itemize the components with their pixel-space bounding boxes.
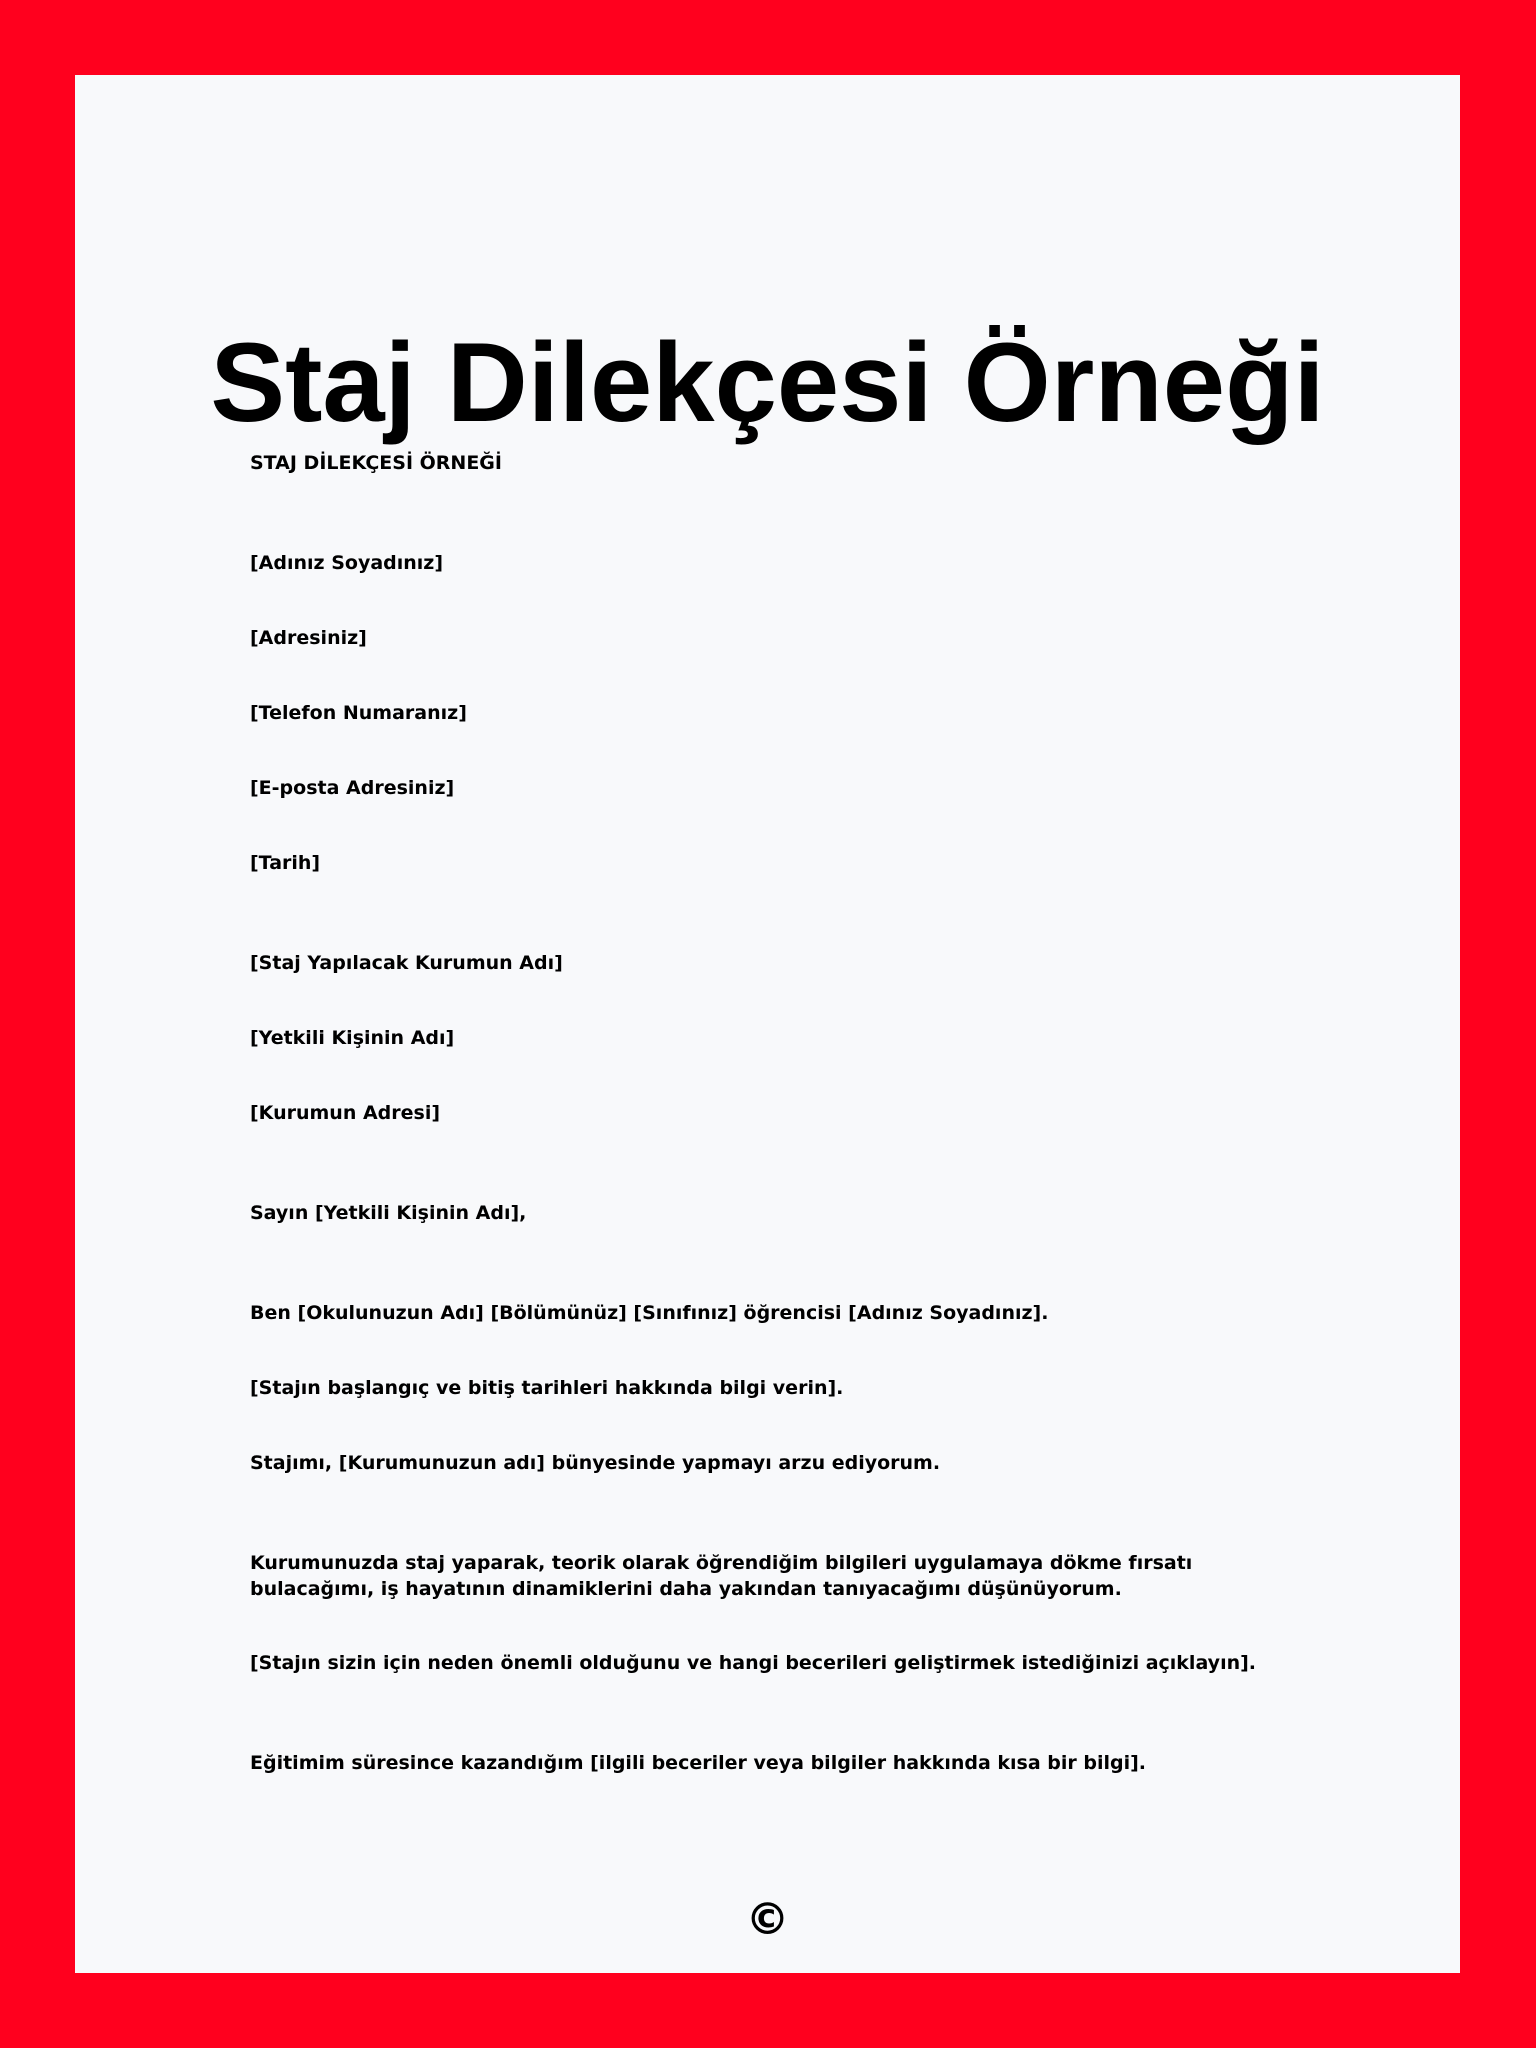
sender-address: [Adresiniz]	[250, 627, 367, 649]
recipient-institution: [Staj Yapılacak Kurumun Adı]	[250, 952, 563, 974]
paragraph: Kurumunuzda staj yaparak, teorik olarak öğrendiğim bilgileri uygulamaya dökme fırsatı bulacağımı, iş hayatının dinamiklerini daha yakından tanıyacağımı düşünüyorum.	[250, 1552, 1193, 1600]
copyright-icon: ©	[745, 1894, 790, 1945]
recipient-address: [Kurumun Adresi]	[250, 1102, 441, 1124]
paragraph: [Stajın başlangıç ve bitiş tarihleri hakkında bilgi verin].	[250, 1377, 844, 1399]
document-page	[75, 75, 1460, 1973]
sender-name: [Adınız Soyadınız]	[250, 552, 444, 574]
paragraph: [Stajın sizin için neden önemli olduğunu ve hangi becerileri geliştirmek istediğinizi açıklayın].	[250, 1652, 1257, 1674]
letter-date: [Tarih]	[250, 852, 321, 874]
letter-heading: STAJ DİLEKÇESİ ÖRNEĞİ	[250, 452, 502, 474]
recipient-contact: [Yetkili Kişinin Adı]	[250, 1027, 455, 1049]
paragraph: Ben [Okulunuzun Adı] [Bölümünüz] [Sınıfınız] öğrencisi [Adınız Soyadınız].	[250, 1302, 1049, 1324]
sender-phone: [Telefon Numaranız]	[250, 702, 467, 724]
paragraph: Eğitimim süresince kazandığım [ilgili beceriler veya bilgiler hakkında kısa bir bilgi].	[250, 1752, 1147, 1774]
sender-email: [E-posta Adresiniz]	[250, 777, 455, 799]
paragraph: Stajımı, [Kurumunuzun adı] bünyesinde yapmayı arzu ediyorum.	[250, 1452, 941, 1474]
salutation: Sayın [Yetkili Kişinin Adı],	[250, 1202, 527, 1224]
document-title: Staj Dilekçesi Örneği	[210, 320, 1325, 445]
